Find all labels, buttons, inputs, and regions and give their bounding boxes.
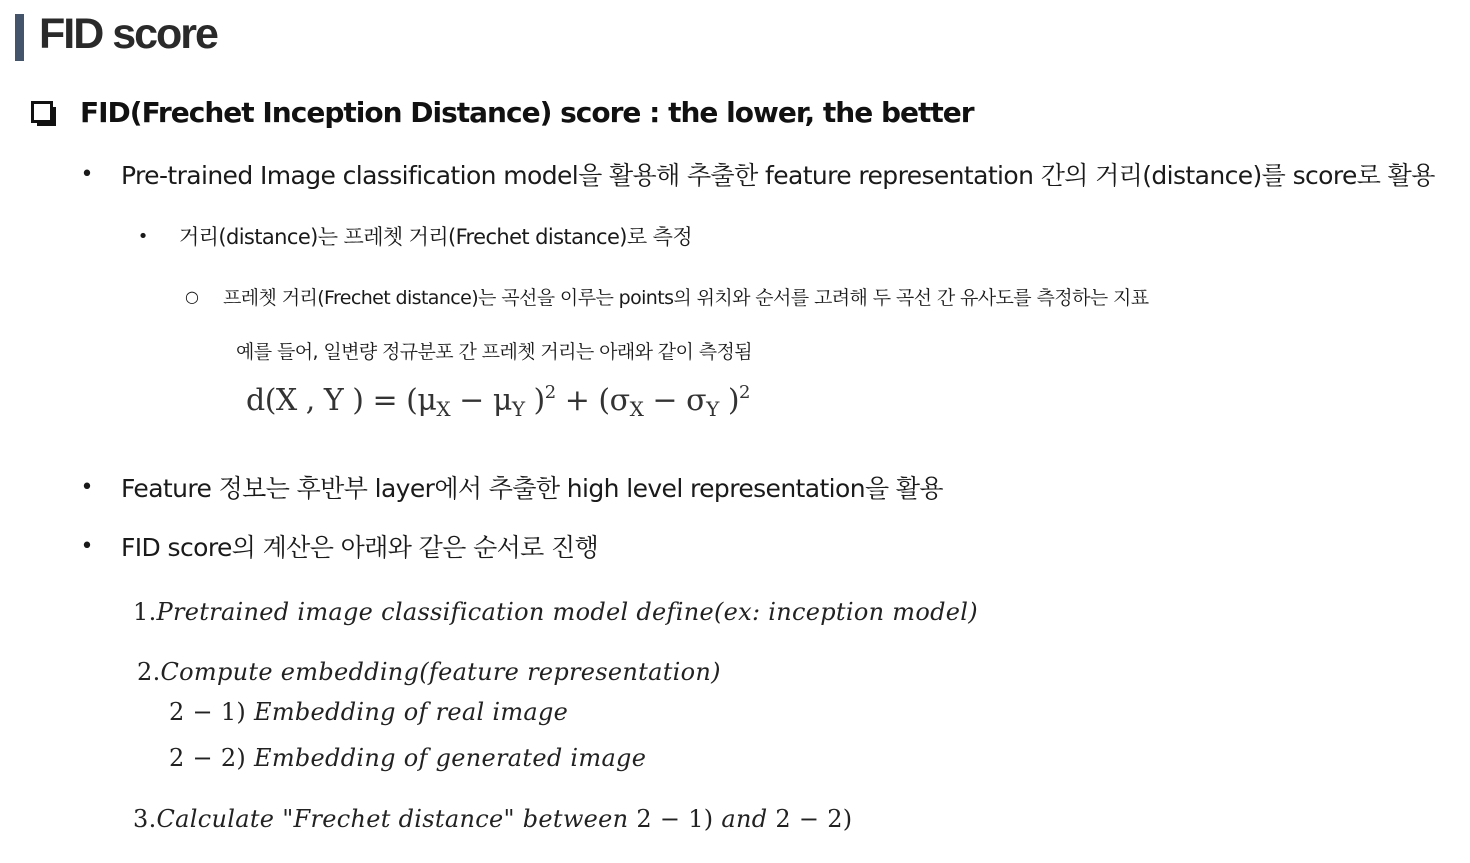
section-heading — [31, 92, 974, 132]
bullet-dot-icon: • — [137, 225, 149, 247]
sub-bullet-item — [137, 220, 692, 252]
formula-mu-y: μ — [492, 383, 512, 418]
bullet-item — [80, 156, 1435, 192]
step-ref-2: 2 − 2) — [775, 805, 853, 833]
step-text: Pretrained image classification model define(ex: inception model) — [156, 598, 978, 626]
title-accent-bar — [15, 14, 24, 61]
bullet-item — [80, 469, 943, 505]
formula-sub-x: X — [436, 397, 451, 421]
heading-text: FID(Frechet Inception Distance) score : the lower, the better — [80, 95, 974, 129]
formula-sigma-x: σ — [609, 383, 630, 418]
bullet-text: Pre-trained Image classification model을 활용해 추출한 feature representation 간의 거리(distance)를 score로 활용 — [121, 161, 1435, 190]
sub-sub-bullet-item — [185, 282, 1148, 310]
formula-minus: − — [643, 383, 687, 418]
step-and: and — [721, 805, 768, 833]
step-text: Compute embedding(feature representation) — [160, 658, 721, 686]
formula-sub-y: Y — [706, 397, 719, 421]
checkbox-bullet-icon — [31, 101, 53, 123]
step-number: 2 − 2) — [169, 744, 247, 772]
example-text: 예를 들어, 일변량 정규분포 간 프레쳇 거리는 아래와 같이 측정됨 — [236, 340, 753, 363]
formula-lhs: d(X , Y ) = ( — [246, 383, 418, 418]
step-2-1 — [169, 698, 568, 726]
formula-exp: 2 — [544, 382, 556, 403]
bullet-dot-icon: • — [80, 474, 94, 500]
step-2-2 — [169, 744, 646, 772]
step-ref-1: 2 − 1) — [636, 805, 714, 833]
step-1 — [133, 598, 978, 626]
bullet-item — [80, 528, 598, 564]
formula-close: ) — [718, 383, 740, 418]
bullet-text: FID score의 계산은 아래와 같은 순서로 진행 — [121, 533, 599, 562]
formula-minus: − — [450, 383, 493, 418]
formula-plus: + ( — [555, 383, 610, 418]
formula-exp: 2 — [739, 382, 750, 403]
step-number: 3. — [133, 805, 157, 833]
sub-sub-bullet-text: 프레쳇 거리(Frechet distance)는 곡선을 이루는 points의 위치와 순서를 고려해 두 곡선 간 유사도를 측정하는 지표 — [223, 286, 1149, 309]
bullet-text: Feature 정보는 후반부 layer에서 추출한 high level representation을 활용 — [121, 474, 943, 503]
step-number: 1. — [133, 598, 157, 626]
frechet-distance-formula — [246, 382, 750, 421]
step-2 — [137, 658, 721, 686]
bullet-dot-icon: • — [80, 161, 94, 187]
formula-sub-x: X — [629, 397, 644, 421]
sub-bullet-text: 거리(distance)는 프레쳇 거리(Frechet distance)로 측정 — [179, 225, 693, 249]
step-text: Embedding of real image — [254, 698, 569, 726]
bullet-dot-icon: • — [80, 533, 94, 559]
step-number: 2 − 1) — [169, 698, 247, 726]
formula-sub-y: Y — [511, 397, 525, 421]
formula-mu-x: μ — [417, 383, 437, 418]
page-title: FID score — [39, 10, 217, 58]
step-text: Embedding of generated image — [254, 744, 647, 772]
step-3 — [133, 805, 852, 833]
formula-sigma-y: σ — [686, 383, 707, 418]
step-number: 2. — [137, 658, 161, 686]
step-text: Calculate "Frechet distance" between — [156, 805, 629, 833]
formula-close: ) — [524, 383, 545, 418]
example-line — [236, 336, 752, 364]
circle-bullet-icon: ○ — [185, 286, 199, 306]
